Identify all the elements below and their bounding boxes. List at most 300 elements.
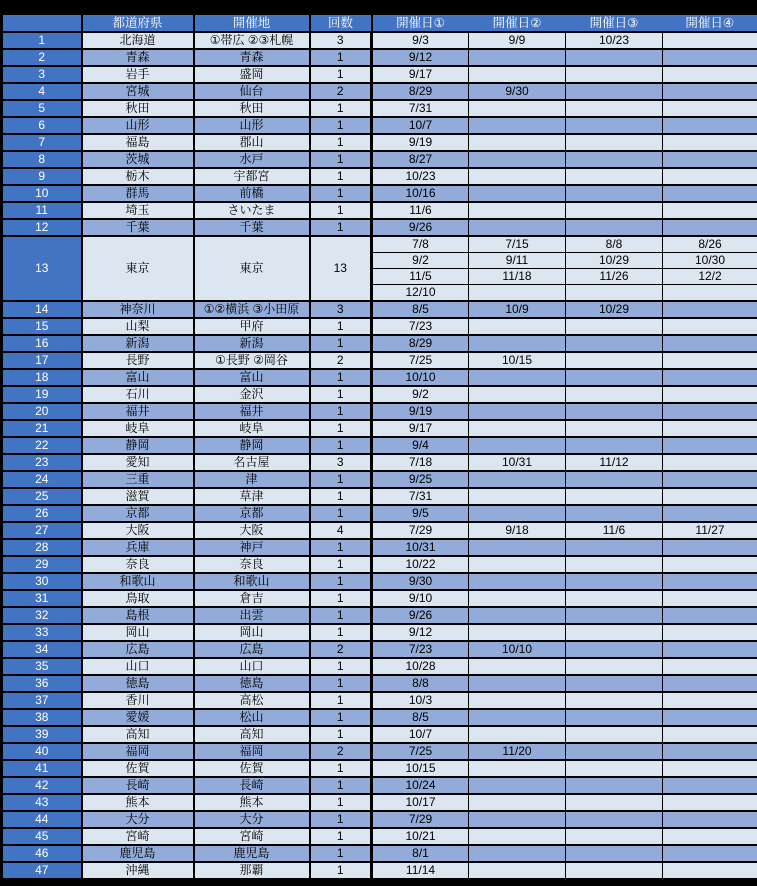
cell-date1: 8/8 <box>372 675 469 692</box>
cell-prefecture: 山口 <box>82 658 194 675</box>
cell-count: 3 <box>310 301 372 318</box>
cell-date2: 10/31 <box>469 454 566 471</box>
cell-prefecture: 岡山 <box>82 624 194 641</box>
cell-date2 <box>469 471 566 488</box>
cell-venue: 宮崎 <box>194 828 310 845</box>
cell-date3: 10/23 <box>566 32 663 49</box>
cell-venue: 高知 <box>194 726 310 743</box>
cell-row-number: 37 <box>2 692 82 709</box>
cell-prefecture: 石川 <box>82 386 194 403</box>
cell-count: 1 <box>310 573 372 590</box>
cell-venue: ①②横浜 ③小田原 <box>194 301 310 318</box>
cell-date3 <box>566 862 663 880</box>
cell-date2 <box>469 828 566 845</box>
cell-prefecture: 高知 <box>82 726 194 743</box>
cell-date2 <box>469 335 566 352</box>
cell-date4 <box>663 454 757 471</box>
cell-count: 3 <box>310 32 372 49</box>
cell-count: 13 <box>310 236 372 301</box>
cell-count: 1 <box>310 335 372 352</box>
cell-prefecture: 神奈川 <box>82 301 194 318</box>
cell-prefecture: 岐阜 <box>82 420 194 437</box>
table-stage <box>0 12 757 881</box>
cell-prefecture: 三重 <box>82 471 194 488</box>
cell-venue: 奈良 <box>194 556 310 573</box>
table-row <box>2 420 757 437</box>
table-row <box>2 219 757 236</box>
cell-date2 <box>469 862 566 880</box>
cell-count: 1 <box>310 168 372 185</box>
cell-venue: ①長野 ②岡谷 <box>194 352 310 369</box>
table-row <box>2 641 757 658</box>
cell-date1: 10/15 <box>372 760 469 777</box>
cell-venue: 高松 <box>194 692 310 709</box>
cell-date4 <box>663 726 757 743</box>
table-row <box>2 202 757 219</box>
cell-date2 <box>469 726 566 743</box>
table-row <box>2 83 757 100</box>
cell-date3 <box>566 202 663 219</box>
cell-count: 1 <box>310 658 372 675</box>
cell-date3 <box>566 352 663 369</box>
cell-prefecture: 岩手 <box>82 66 194 83</box>
cell-prefecture: 茨城 <box>82 151 194 168</box>
cell-row-number: 21 <box>2 420 82 437</box>
cell-date4 <box>663 100 757 117</box>
cell-venue: 佐賀 <box>194 760 310 777</box>
cell-date2 <box>469 202 566 219</box>
cell-date4 <box>663 539 757 556</box>
cell-row-number: 6 <box>2 117 82 134</box>
cell-count: 1 <box>310 845 372 862</box>
cell-venue: 倉吉 <box>194 590 310 607</box>
cell-count: 1 <box>310 539 372 556</box>
cell-date3 <box>566 760 663 777</box>
cell-date4 <box>663 556 757 573</box>
col-header-venue: 開催地 <box>194 14 310 33</box>
cell-date3 <box>566 743 663 760</box>
cell-date3 <box>566 403 663 420</box>
table-row <box>2 437 757 454</box>
cell-date1: 9/26 <box>372 219 469 236</box>
cell-prefecture: 愛知 <box>82 454 194 471</box>
cell-prefecture: 愛媛 <box>82 709 194 726</box>
cell-date3 <box>566 556 663 573</box>
cell-count: 1 <box>310 151 372 168</box>
col-header-date1: 開催日① <box>372 14 469 33</box>
cell-date1: 10/16 <box>372 185 469 202</box>
cell-prefecture: 栃木 <box>82 168 194 185</box>
cell-prefecture: 香川 <box>82 692 194 709</box>
cell-date1: 9/26 <box>372 607 469 624</box>
cell-count: 4 <box>310 522 372 539</box>
cell-row-number: 45 <box>2 828 82 845</box>
cell-date2 <box>469 675 566 692</box>
cell-venue: 静岡 <box>194 437 310 454</box>
cell-date1: 11/14 <box>372 862 469 880</box>
cell-date2 <box>469 185 566 202</box>
cell-date2 <box>469 369 566 386</box>
cell-date3 <box>566 134 663 151</box>
cell-row-number: 30 <box>2 573 82 590</box>
cell-count: 1 <box>310 134 372 151</box>
cell-date1: 9/19 <box>372 134 469 151</box>
cell-date4 <box>663 117 757 134</box>
cell-venue: 和歌山 <box>194 573 310 590</box>
cell-venue: 福岡 <box>194 743 310 760</box>
cell-prefecture: 宮城 <box>82 83 194 100</box>
cell-venue: 青森 <box>194 49 310 66</box>
cell-date3 <box>566 335 663 352</box>
cell-row-number: 25 <box>2 488 82 505</box>
cell-row-number: 3 <box>2 66 82 83</box>
cell-date2 <box>469 420 566 437</box>
cell-row-number: 27 <box>2 522 82 539</box>
cell-date1: 10/31 <box>372 539 469 556</box>
cell-row-number: 42 <box>2 777 82 794</box>
cell-venue: 郡山 <box>194 134 310 151</box>
cell-date4 <box>663 49 757 66</box>
table-row <box>2 777 757 794</box>
cell-date4 <box>663 202 757 219</box>
cell-venue: 岐阜 <box>194 420 310 437</box>
cell-prefecture: 奈良 <box>82 556 194 573</box>
cell-date2 <box>469 607 566 624</box>
cell-date3 <box>566 83 663 100</box>
cell-date1: 7/29 <box>372 811 469 828</box>
cell-venue: 山口 <box>194 658 310 675</box>
cell-date2 <box>469 590 566 607</box>
header-row <box>2 14 757 33</box>
table-row <box>2 49 757 66</box>
cell-row-number: 5 <box>2 100 82 117</box>
cell-date3 <box>566 777 663 794</box>
cell-venue: 千葉 <box>194 219 310 236</box>
table-row <box>2 675 757 692</box>
cell-prefecture: 新潟 <box>82 335 194 352</box>
cell-date1: 9/17 <box>372 420 469 437</box>
cell-date2 <box>469 117 566 134</box>
cell-venue: 金沢 <box>194 386 310 403</box>
cell-date2 <box>469 403 566 420</box>
table-row <box>2 811 757 828</box>
cell-count: 1 <box>310 100 372 117</box>
col-header-date4: 開催日④ <box>663 14 757 33</box>
cell-date4 <box>663 828 757 845</box>
table-row <box>2 66 757 83</box>
cell-date4 <box>663 471 757 488</box>
cell-prefecture: 鳥取 <box>82 590 194 607</box>
cell-date3 <box>566 285 663 302</box>
cell-row-number: 36 <box>2 675 82 692</box>
cell-date3 <box>566 811 663 828</box>
cell-date1: 8/29 <box>372 83 469 100</box>
cell-date1: 9/12 <box>372 624 469 641</box>
table-row <box>2 505 757 522</box>
cell-count: 1 <box>310 726 372 743</box>
cell-venue: ①帯広 ②③札幌 <box>194 32 310 49</box>
cell-date1: 8/27 <box>372 151 469 168</box>
table-row <box>2 386 757 403</box>
cell-date1: 7/29 <box>372 522 469 539</box>
cell-date4: 10/30 <box>663 253 757 269</box>
cell-date4 <box>663 219 757 236</box>
cell-venue: 神戸 <box>194 539 310 556</box>
cell-row-number: 4 <box>2 83 82 100</box>
table-row <box>2 318 757 335</box>
cell-venue: 岡山 <box>194 624 310 641</box>
cell-count: 1 <box>310 505 372 522</box>
cell-venue: 富山 <box>194 369 310 386</box>
cell-date1: 9/5 <box>372 505 469 522</box>
cell-date3 <box>566 726 663 743</box>
cell-date3 <box>566 420 663 437</box>
cell-date4 <box>663 692 757 709</box>
table-row <box>2 335 757 352</box>
cell-date3: 10/29 <box>566 253 663 269</box>
cell-venue: 福井 <box>194 403 310 420</box>
cell-date1: 7/18 <box>372 454 469 471</box>
cell-date3 <box>566 692 663 709</box>
cell-count: 1 <box>310 709 372 726</box>
cell-count: 1 <box>310 675 372 692</box>
cell-count: 1 <box>310 202 372 219</box>
cell-date3: 11/6 <box>566 522 663 539</box>
cell-date4 <box>663 437 757 454</box>
cell-date3 <box>566 590 663 607</box>
cell-prefecture: 兵庫 <box>82 539 194 556</box>
cell-prefecture: 和歌山 <box>82 573 194 590</box>
cell-date2 <box>469 386 566 403</box>
cell-prefecture: 島根 <box>82 607 194 624</box>
cell-row-number: 20 <box>2 403 82 420</box>
cell-date3 <box>566 641 663 658</box>
cell-date2 <box>469 49 566 66</box>
cell-count: 1 <box>310 777 372 794</box>
cell-date1: 9/17 <box>372 66 469 83</box>
table-row <box>2 185 757 202</box>
cell-count: 1 <box>310 811 372 828</box>
cell-date1: 9/2 <box>372 386 469 403</box>
cell-prefecture: 徳島 <box>82 675 194 692</box>
cell-date2: 7/15 <box>469 236 566 253</box>
cell-date4 <box>663 151 757 168</box>
cell-prefecture: 長野 <box>82 352 194 369</box>
cell-count: 1 <box>310 420 372 437</box>
cell-date3 <box>566 318 663 335</box>
cell-venue: 松山 <box>194 709 310 726</box>
cell-date1: 9/25 <box>372 471 469 488</box>
cell-date4 <box>663 811 757 828</box>
cell-date2: 9/9 <box>469 32 566 49</box>
cell-row-number: 17 <box>2 352 82 369</box>
table-row <box>2 539 757 556</box>
cell-venue: 盛岡 <box>194 66 310 83</box>
cell-row-number: 14 <box>2 301 82 318</box>
cell-venue: 鹿児島 <box>194 845 310 862</box>
cell-date1: 7/23 <box>372 318 469 335</box>
cell-date4 <box>663 794 757 811</box>
cell-count: 1 <box>310 185 372 202</box>
cell-date4 <box>663 134 757 151</box>
cell-row-number: 12 <box>2 219 82 236</box>
cell-count: 1 <box>310 828 372 845</box>
cell-date4 <box>663 845 757 862</box>
cell-prefecture: 鹿児島 <box>82 845 194 862</box>
cell-row-number: 35 <box>2 658 82 675</box>
cell-venue: 仙台 <box>194 83 310 100</box>
cell-date3 <box>566 794 663 811</box>
cell-row-number: 47 <box>2 862 82 880</box>
cell-row-number: 19 <box>2 386 82 403</box>
cell-venue: 甲府 <box>194 318 310 335</box>
cell-count: 1 <box>310 794 372 811</box>
table-row <box>2 168 757 185</box>
cell-date1: 9/30 <box>372 573 469 590</box>
cell-date2: 10/15 <box>469 352 566 369</box>
cell-prefecture: 福岡 <box>82 743 194 760</box>
cell-row-number: 44 <box>2 811 82 828</box>
col-header-count: 回数 <box>310 14 372 33</box>
cell-date2 <box>469 777 566 794</box>
cell-date4 <box>663 760 757 777</box>
cell-date4 <box>663 83 757 100</box>
cell-date4 <box>663 624 757 641</box>
cell-prefecture: 富山 <box>82 369 194 386</box>
cell-date2 <box>469 692 566 709</box>
table-row <box>2 32 757 49</box>
cell-venue: 草津 <box>194 488 310 505</box>
cell-row-number: 33 <box>2 624 82 641</box>
cell-row-number: 7 <box>2 134 82 151</box>
cell-count: 1 <box>310 862 372 880</box>
cell-prefecture: 千葉 <box>82 219 194 236</box>
cell-date1: 7/25 <box>372 352 469 369</box>
cell-row-number: 18 <box>2 369 82 386</box>
cell-date1: 10/22 <box>372 556 469 573</box>
cell-date2 <box>469 811 566 828</box>
cell-row-number: 29 <box>2 556 82 573</box>
cell-date3 <box>566 828 663 845</box>
cell-date2: 10/9 <box>469 301 566 318</box>
cell-date4 <box>663 641 757 658</box>
cell-date2 <box>469 556 566 573</box>
cell-date2 <box>469 624 566 641</box>
cell-date3 <box>566 471 663 488</box>
table-row <box>2 100 757 117</box>
cell-date2 <box>469 709 566 726</box>
cell-date4 <box>663 168 757 185</box>
cell-prefecture: 京都 <box>82 505 194 522</box>
cell-row-number: 43 <box>2 794 82 811</box>
cell-row-number: 31 <box>2 590 82 607</box>
cell-count: 1 <box>310 607 372 624</box>
cell-venue: 名古屋 <box>194 454 310 471</box>
cell-row-number: 38 <box>2 709 82 726</box>
cell-row-number: 23 <box>2 454 82 471</box>
table-row <box>2 624 757 641</box>
cell-row-number: 9 <box>2 168 82 185</box>
cell-date1: 10/7 <box>372 726 469 743</box>
cell-date2 <box>469 505 566 522</box>
cell-date4 <box>663 352 757 369</box>
cell-date4 <box>663 285 757 302</box>
cell-date2: 11/20 <box>469 743 566 760</box>
cell-date2 <box>469 794 566 811</box>
cell-date3 <box>566 168 663 185</box>
cell-row-number: 26 <box>2 505 82 522</box>
cell-prefecture: 福井 <box>82 403 194 420</box>
table-row <box>2 403 757 420</box>
col-header-prefecture: 都道府県 <box>82 14 194 33</box>
cell-date3 <box>566 505 663 522</box>
cell-date2: 9/18 <box>469 522 566 539</box>
prefecture-events-table <box>0 12 757 881</box>
cell-date2 <box>469 285 566 302</box>
cell-date3 <box>566 624 663 641</box>
cell-date4 <box>663 658 757 675</box>
table-row <box>2 369 757 386</box>
cell-date2 <box>469 539 566 556</box>
cell-prefecture: 秋田 <box>82 100 194 117</box>
table-row <box>2 117 757 134</box>
cell-venue: 京都 <box>194 505 310 522</box>
cell-date4 <box>663 488 757 505</box>
cell-venue: 東京 <box>194 236 310 301</box>
cell-date4 <box>663 66 757 83</box>
cell-row-number: 40 <box>2 743 82 760</box>
table-row <box>2 573 757 590</box>
cell-prefecture: 佐賀 <box>82 760 194 777</box>
cell-date1: 9/19 <box>372 403 469 420</box>
cell-row-number: 32 <box>2 607 82 624</box>
cell-venue: 長崎 <box>194 777 310 794</box>
cell-count: 2 <box>310 641 372 658</box>
cell-date1: 10/24 <box>372 777 469 794</box>
cell-prefecture: 長崎 <box>82 777 194 794</box>
cell-date1: 9/2 <box>372 253 469 269</box>
cell-date2 <box>469 488 566 505</box>
cell-row-number: 41 <box>2 760 82 777</box>
cell-row-number: 34 <box>2 641 82 658</box>
cell-prefecture: 北海道 <box>82 32 194 49</box>
cell-date2: 10/10 <box>469 641 566 658</box>
cell-venue: 津 <box>194 471 310 488</box>
table-row <box>2 692 757 709</box>
cell-date1: 10/21 <box>372 828 469 845</box>
cell-row-number: 11 <box>2 202 82 219</box>
cell-date4 <box>663 590 757 607</box>
cell-date3 <box>566 185 663 202</box>
cell-date2: 11/18 <box>469 269 566 285</box>
cell-date1: 8/5 <box>372 709 469 726</box>
cell-date3 <box>566 437 663 454</box>
cell-date2: 9/11 <box>469 253 566 269</box>
cell-date2 <box>469 658 566 675</box>
cell-prefecture: 沖縄 <box>82 862 194 880</box>
cell-count: 1 <box>310 471 372 488</box>
cell-date2 <box>469 219 566 236</box>
cell-date3: 11/26 <box>566 269 663 285</box>
cell-date4 <box>663 420 757 437</box>
table-row <box>2 301 757 318</box>
cell-row-number: 15 <box>2 318 82 335</box>
cell-date2 <box>469 318 566 335</box>
cell-venue: 熊本 <box>194 794 310 811</box>
cell-date3 <box>566 607 663 624</box>
cell-date1: 9/10 <box>372 590 469 607</box>
cell-date1: 7/31 <box>372 100 469 117</box>
